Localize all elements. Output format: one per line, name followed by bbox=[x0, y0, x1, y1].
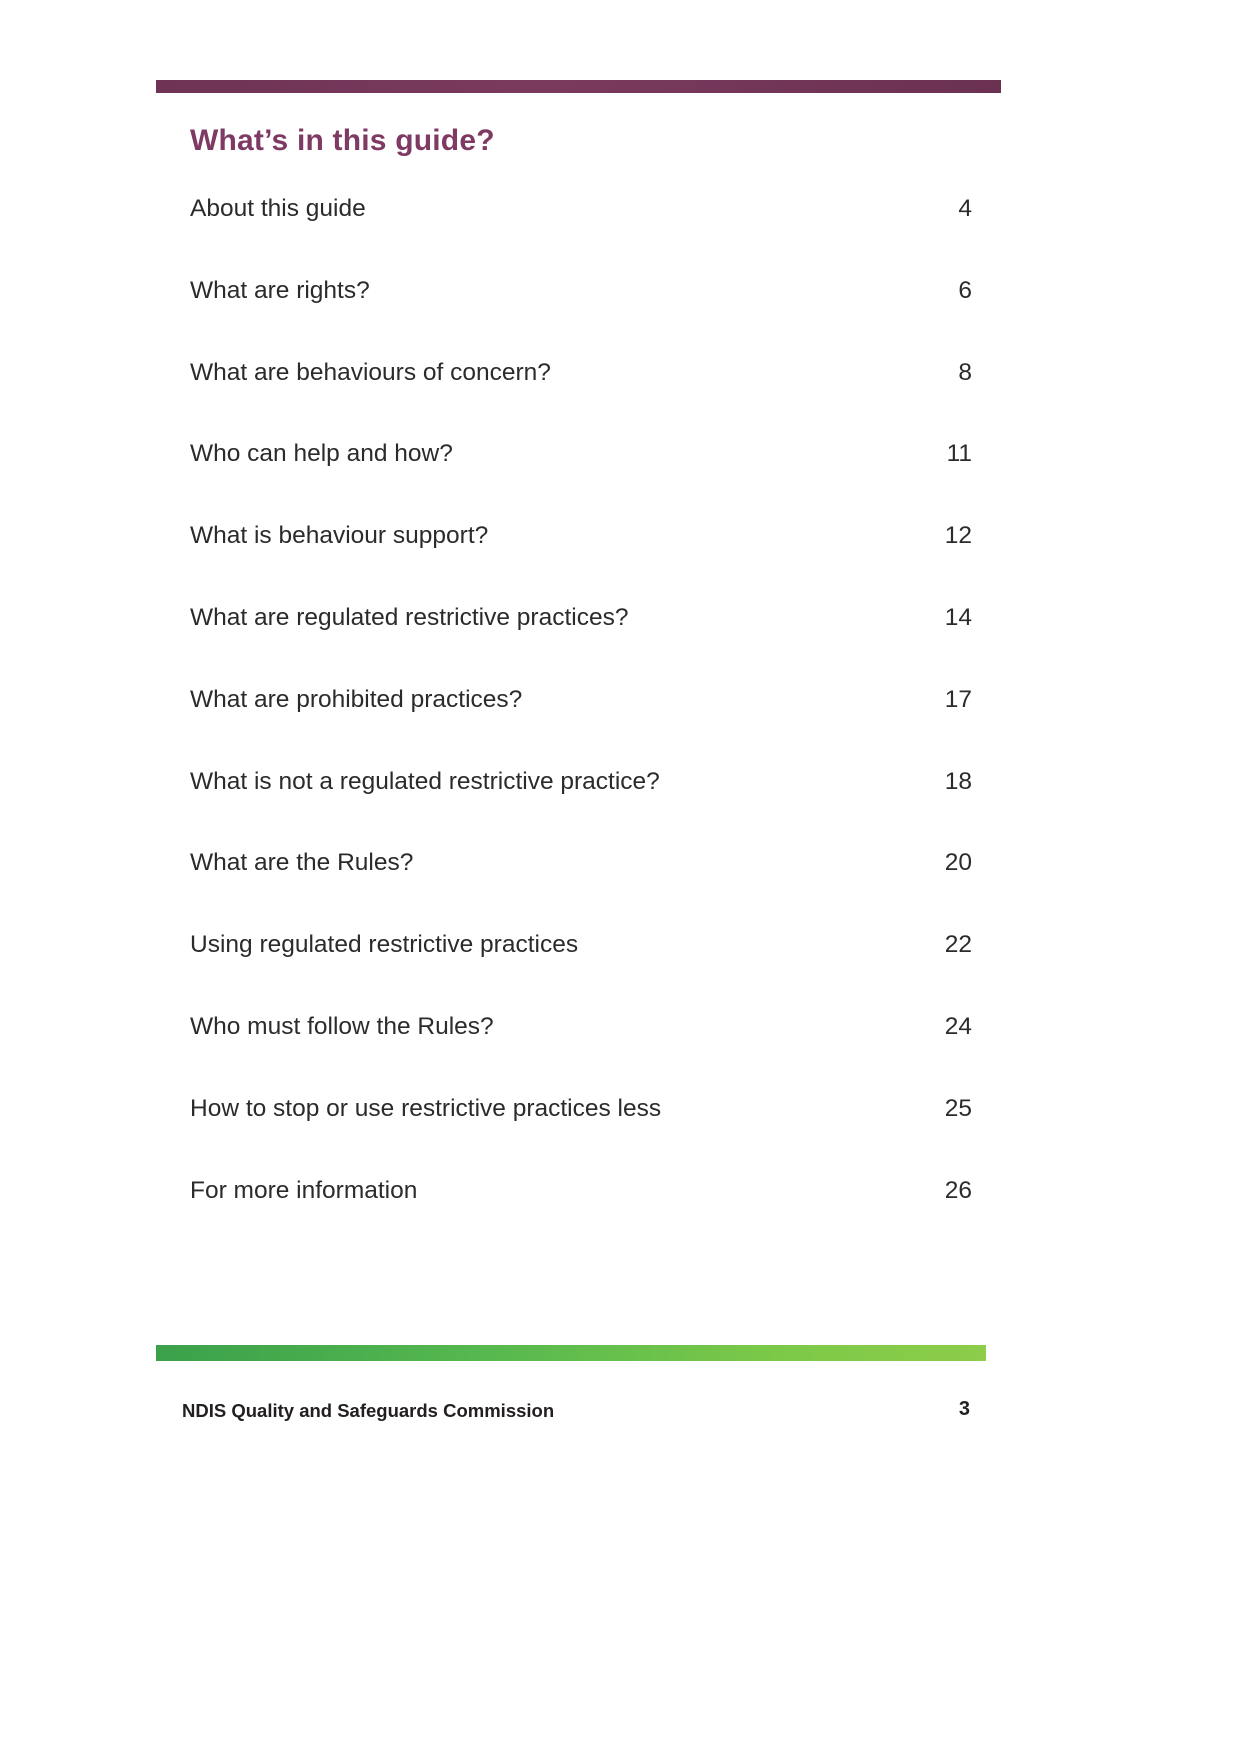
toc-entry[interactable] bbox=[190, 523, 972, 605]
toc-entry-page: 12 bbox=[944, 522, 972, 550]
bottom-decorative-bar bbox=[156, 1345, 986, 1361]
toc-entry-page: 22 bbox=[944, 931, 972, 959]
toc-entry[interactable] bbox=[190, 687, 972, 769]
toc-entry-title: What are behaviours of concern? bbox=[190, 358, 551, 386]
toc-entry-title: What are regulated restrictive practices? bbox=[190, 603, 629, 631]
toc-entry-page: 25 bbox=[944, 1094, 972, 1122]
footer-organisation: NDIS Quality and Safeguards Commission bbox=[182, 1400, 555, 1421]
toc-entry[interactable] bbox=[190, 769, 972, 851]
toc-entry-page: 26 bbox=[944, 1176, 972, 1204]
toc-entry-page: 18 bbox=[944, 767, 972, 795]
toc-entry-page: 20 bbox=[944, 849, 972, 877]
toc-entry-title: How to stop or use restrictive practices less bbox=[190, 1094, 662, 1122]
toc-entry-page: 8 bbox=[958, 358, 972, 386]
toc-entry-title: What is not a regulated restrictive practice? bbox=[190, 767, 660, 795]
toc-entry-title: What are the Rules? bbox=[190, 849, 414, 877]
table-of-contents bbox=[190, 196, 972, 1259]
toc-entry[interactable] bbox=[190, 196, 972, 278]
page-title: What’s in this guide? bbox=[190, 124, 495, 157]
toc-entry[interactable] bbox=[190, 278, 972, 360]
toc-entry[interactable] bbox=[190, 1096, 972, 1178]
top-decorative-bar bbox=[156, 80, 1001, 93]
toc-entry-page: 11 bbox=[946, 440, 972, 468]
toc-entry-page: 17 bbox=[944, 685, 972, 713]
toc-entry-title: What is behaviour support? bbox=[190, 522, 489, 550]
toc-entry[interactable] bbox=[190, 1178, 972, 1260]
toc-entry[interactable] bbox=[190, 441, 972, 523]
toc-entry-title: Who must follow the Rules? bbox=[190, 1012, 494, 1040]
toc-entry-title: For more information bbox=[190, 1176, 418, 1204]
toc-entry-title: Using regulated restrictive practices bbox=[190, 931, 579, 959]
toc-entry-page: 4 bbox=[958, 195, 972, 222]
toc-entry[interactable] bbox=[190, 1014, 972, 1096]
toc-entry-page: 6 bbox=[958, 276, 972, 304]
toc-entry[interactable] bbox=[190, 850, 972, 932]
toc-entry-page: 14 bbox=[944, 603, 972, 631]
toc-entry-page: 24 bbox=[944, 1012, 972, 1040]
toc-entry-title: Who can help and how? bbox=[190, 440, 453, 468]
toc-entry[interactable] bbox=[190, 605, 972, 687]
toc-entry-title: What are rights? bbox=[190, 276, 370, 304]
toc-entry-title: What are prohibited practices? bbox=[190, 685, 523, 713]
toc-entry[interactable] bbox=[190, 360, 972, 442]
footer-page-number: 3 bbox=[958, 1398, 970, 1420]
toc-entry[interactable] bbox=[190, 932, 972, 1014]
toc-entry-title: About this guide bbox=[190, 195, 366, 222]
